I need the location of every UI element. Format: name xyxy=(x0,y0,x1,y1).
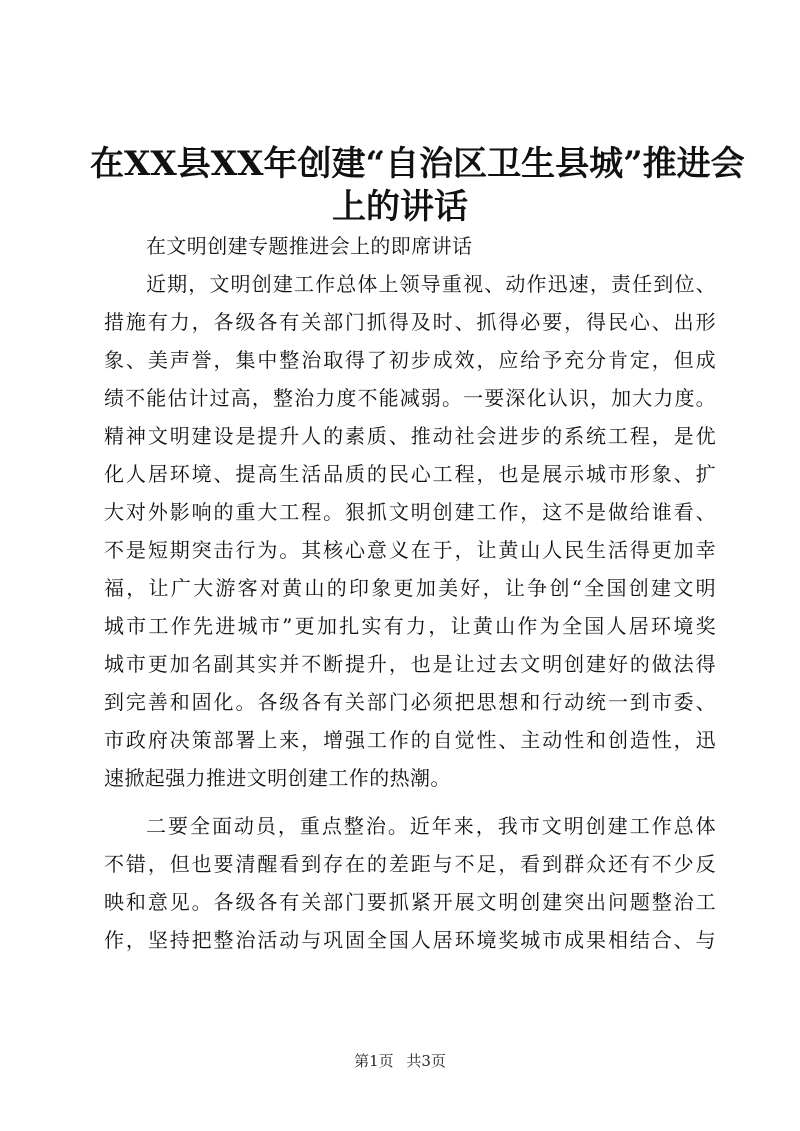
body-line: 化人居环境、提高生活品质的民心工程，也是展示城市形象、扩 xyxy=(104,462,716,486)
body-line: 城市工作先进城市”更加扎实有力，让黄山作为全国人居环境奖 xyxy=(104,614,716,638)
page-number: 第1页 xyxy=(354,1052,394,1070)
body-line: 大对外影响的重大工程。狠抓文明创建工作，这不是做给谁看、 xyxy=(104,500,716,524)
body-line: 福，让广大游客对黄山的印象更加美好，让争创“全国创建文明 xyxy=(104,576,716,600)
body-line: 市政府决策部署上来，增强工作的自觉性、主动性和创造性，迅 xyxy=(104,728,716,752)
page-total: 共3页 xyxy=(406,1052,446,1070)
body-line: 映和意见。各级各有关部门要抓紧开展文明创建突出问题整治工 xyxy=(104,890,716,914)
body-line: 近期，文明创建工作总体上领导重视、动作迅速，责任到位、 xyxy=(146,272,716,296)
body-line: 城市更加名副其实并不断提升，也是让过去文明创建好的做法得 xyxy=(104,652,716,676)
body-line: 措施有力，各级各有关部门抓得及时、抓得必要，得民心、出形 xyxy=(104,310,716,334)
page-footer xyxy=(0,1050,800,1071)
body-line: 绩不能估计过高，整治力度不能减弱。一要深化认识，加大力度。 xyxy=(104,386,716,410)
body-line: 精神文明建设是提升人的素质、推动社会进步的系统工程，是优 xyxy=(104,424,716,448)
body-line: 不错，但也要清醒看到存在的差距与不足，看到群众还有不少反 xyxy=(104,852,716,876)
document-title-line-1: 在XX县XX年创建“自治区卫生县城”推进会 xyxy=(90,144,745,184)
subtitle-line: 在文明创建专题推进会上的即席讲话 xyxy=(146,234,473,258)
body-line: 二要全面动员，重点整治。近年来，我市文明创建工作总体 xyxy=(146,814,716,838)
body-line: 到完善和固化。各级各有关部门必须把思想和行动统一到市委、 xyxy=(104,690,716,714)
body-line: 不是短期突击行为。其核心意义在于，让黄山人民生活得更加幸 xyxy=(104,538,716,562)
document-title-line-2: 上的讲话 xyxy=(332,187,468,227)
body-line: 作，坚持把整治活动与巩固全国人居环境奖城市成果相结合、与 xyxy=(104,928,716,952)
body-line: 象、美声誉，集中整治取得了初步成效，应给予充分肯定，但成 xyxy=(104,348,716,372)
body-line: 速掀起强力推进文明创建工作的热潮。 xyxy=(104,766,451,790)
